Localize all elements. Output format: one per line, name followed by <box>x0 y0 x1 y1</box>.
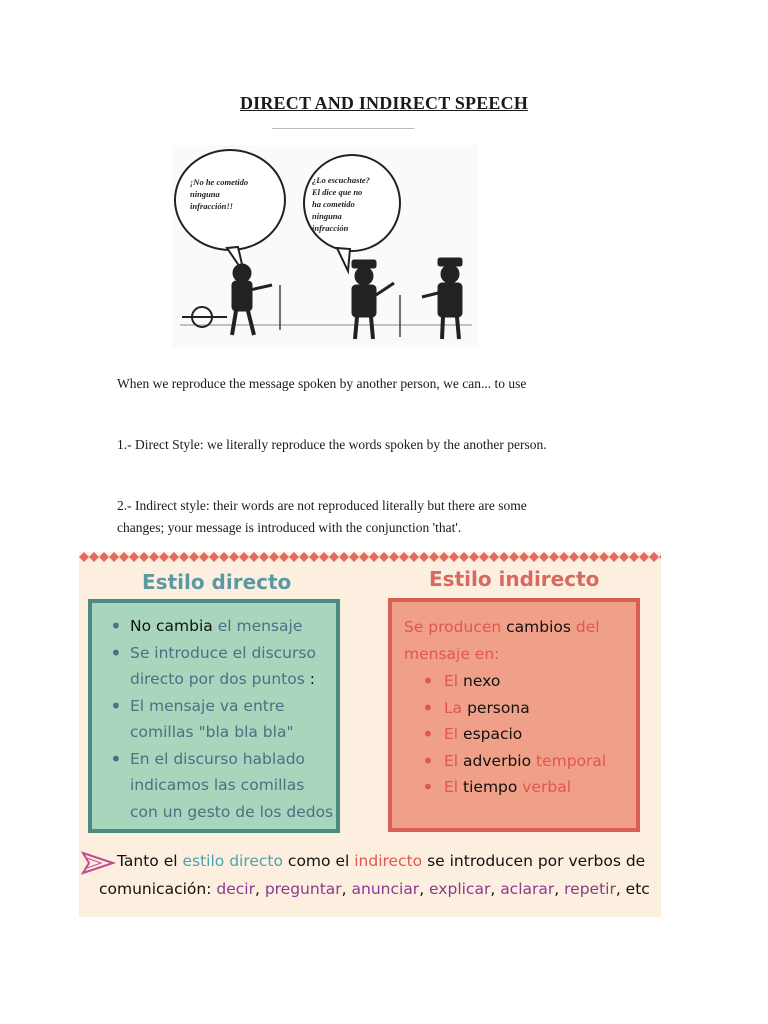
bubble-right-line-2: El dice que no <box>312 187 363 197</box>
paragraph-intro: When we reproduce the message spoken by another person, we can... to use <box>117 376 527 391</box>
bubble-right-line-5: infracción <box>312 223 349 233</box>
heading-direct-style: Estilo directo <box>142 570 292 594</box>
bubble-right-line-3: ha cometido <box>312 199 355 209</box>
list-item: • No cambia el mensaje <box>104 613 334 640</box>
bubble-right-line-4: ninguna <box>312 211 342 221</box>
list-item: • El tiempo verbal <box>416 774 636 801</box>
title-divider <box>272 128 414 129</box>
heading-indirect-style: Estilo indirecto <box>429 567 600 591</box>
footer-summary: Tanto el estilo directo como el indirecto se introducen por verbos de comunicación: decir, preguntar, anunciar, explicar, aclarar, repetir, etc <box>99 852 650 898</box>
cartoon-illustration <box>172 145 478 347</box>
bubble-left-line-2: ninguna <box>190 189 220 199</box>
document-title: DIRECT AND INDIRECT SPEECH <box>239 93 529 113</box>
speech-styles-infographic <box>79 552 661 917</box>
paragraph-direct-style: 1.- Direct Style: we literally reproduce the words spoken by the another person. <box>117 437 547 452</box>
zigzag-border <box>79 552 661 568</box>
list-item: • El espacio <box>416 721 636 748</box>
direct-style-box <box>88 599 340 833</box>
indirect-intro: Se producen cambios del mensaje en: <box>404 618 600 663</box>
bubble-left-line-1: ¡No he cometido <box>190 177 249 187</box>
list-item: • El adverbio temporal <box>416 748 636 775</box>
list-item: • El mensaje va entre comillas "bla bla bla" <box>104 693 334 746</box>
list-item: • El nexo <box>416 668 636 695</box>
speech-bubble-left <box>175 150 285 250</box>
bubble-right-line-1: ¿Lo escuchaste? <box>312 175 370 185</box>
list-item: • Se introduce el discurso directo por dos puntos : <box>104 640 334 693</box>
paragraph-indirect-style: 2.- Indirect style: their words are not reproduced literally but there are some changes; your message is introduced with the conjunction 'that'. <box>117 498 527 535</box>
list-item: • La persona <box>416 695 636 722</box>
indirect-style-box <box>388 598 640 832</box>
bubble-left-line-3: infracción!! <box>190 201 233 211</box>
list-item: • En el discurso hablado indicamos las comillas con un gesto de los dedos <box>104 746 334 826</box>
